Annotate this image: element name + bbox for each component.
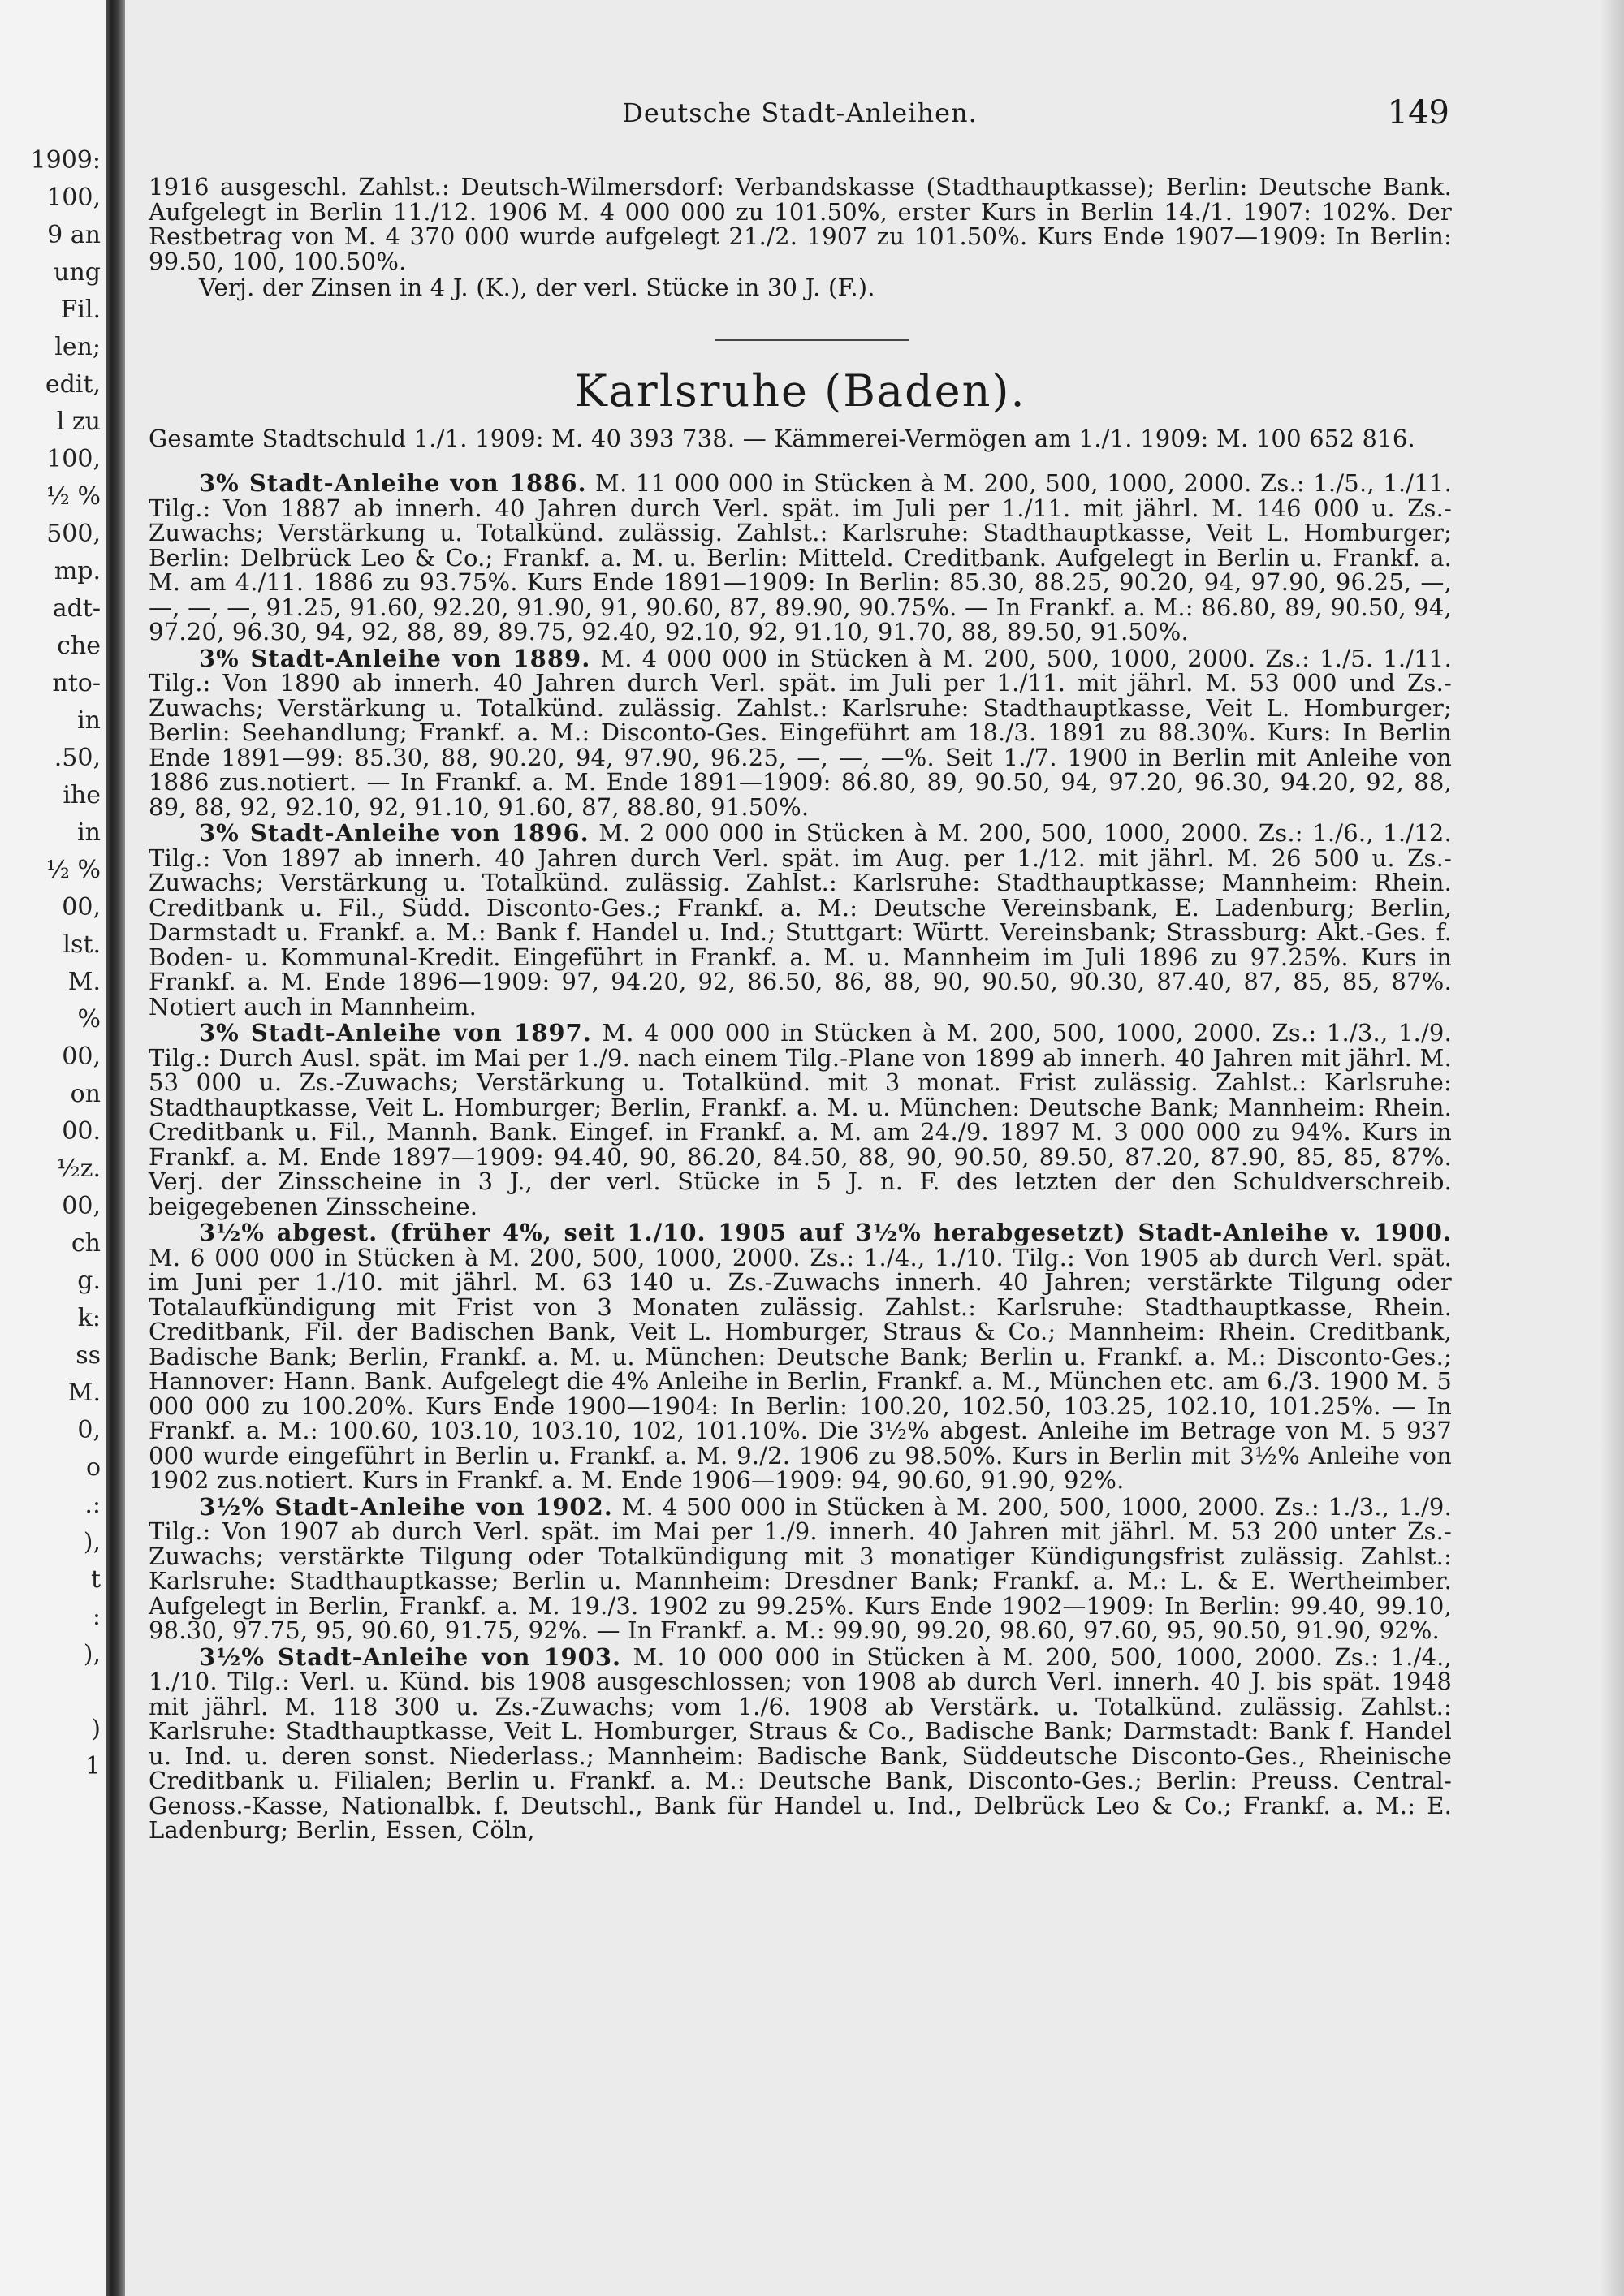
prev-page-fragment: ½ % bbox=[45, 482, 101, 511]
city-heading: Karlsruhe (Baden). bbox=[574, 365, 1026, 416]
prev-page-fragment: 100, bbox=[46, 445, 101, 473]
prev-page-fragment: g. bbox=[77, 1267, 101, 1295]
prev-page-fragment: l zu bbox=[56, 408, 101, 436]
prev-page-fragment: mp. bbox=[54, 557, 101, 585]
page-edge-shadow bbox=[1600, 0, 1624, 2296]
intro-paragraph: Verj. der Zinsen in 4 J. (K.), der verl. Stücke in 30 J. (F.). bbox=[199, 274, 875, 301]
loan-text: M. 6 000 000 in Stücken à M. 200, 500, 1000, 2000. Zs.: 1./4., 1./10. Tilg.: Von 1905 ab durch Verl. spät. im Juni per 1./10. mit jährl. M. 63 140 u. Zs.-Zuwachs innerh. 40 Jahren; verstärkte Tilgung oder Totalaufkündigung mit Frist von 3 Monaten zulässig. Zahlst.: Karlsruhe: Stadthauptkasse, Rhein. Creditbank, Fil. der Badischen Bank, Veit L. Homburger, Straus & Co.; Mannheim: Rhein. Creditbank, Badische Bank; Berlin, Frankf. a. M. u. München: Deutsche Bank; Berlin u. Frankf. a. M.: Disconto-Ges.; Hannover: Hann. Bank. Aufgelegt die 4% Anleihe in Berlin, Frankf. a. M., München etc. am 6./3. 1900 M. 5 000 000 zu 100.20%. Kurs Ende 1900—1904: In Berlin: 100.20, 102.50, 103.25, 102.10, 101.25%. — In Frankf. a. M.: 100.60, 103.10, 103.10, 102, 101.10%. Die 3½% abgest. Anleihe im Betrage von M. 5 937 000 wurde eingeführt in Berlin u. Frankf. a. M. 9./2. 1906 zu 98.50%. Kurs in Berlin mit 3½% Anleihe von 1902 zus.notiert. Kurs in Frankf. a. M. Ende 1906—1909: 94, 90.60, 91.90, 92%. bbox=[149, 1243, 1452, 1494]
prev-page-fragment: ss bbox=[76, 1341, 101, 1370]
prev-page-fragment: len; bbox=[54, 333, 101, 361]
prev-page-fragment: che bbox=[57, 632, 101, 660]
loan-entry bbox=[149, 821, 1452, 1019]
prev-page-fragment: nto- bbox=[52, 669, 101, 697]
running-title: Deutsche Stadt-Anleihen. bbox=[622, 97, 978, 128]
prev-page-fragment: 100, bbox=[46, 183, 101, 212]
section-divider bbox=[715, 339, 909, 341]
prev-page-fragment: 1909: bbox=[30, 146, 101, 175]
prev-page-fragment: ½ % bbox=[45, 856, 101, 884]
prev-page-fragment: ½z. bbox=[56, 1154, 101, 1183]
prev-page-fragment: 00. bbox=[62, 1117, 101, 1146]
prev-page-fragment: Fil. bbox=[60, 296, 101, 324]
loan-entry bbox=[149, 1021, 1452, 1219]
page-header bbox=[150, 94, 1449, 146]
prev-page-fragment: M. bbox=[67, 1379, 101, 1407]
prev-page-fragment: 9 an bbox=[47, 221, 101, 249]
loan-title: 3% Stadt-Anleihe von 1896. bbox=[199, 819, 590, 847]
prev-page-fragment: .50, bbox=[54, 744, 101, 772]
debt-summary bbox=[149, 426, 1452, 451]
loan-text: M. 2 000 000 in Stücken à M. 200, 500, 1000, 2000. Zs.: 1./6., 1./12. Tilg.: Von 1897 ab innerh. 40 Jahren durch Verl. spät. im Aug. per 1./12. mit jährl. M. 26 500 u. Zs.-Zuwachs; Verstärkung u. Totalkünd. zulässig. Zahlst.: Karlsruhe: Stadthauptkasse; Mannheim: Rhein. Creditbank u. Fil., Südd. Disconto-Ges.; Frankf. a. M.: Deutsche Vereinsbank, E. Ladenburg; Berlin, Darmstadt u. Frankf. a. M.: Bank f. Handel u. Ind.; Stuttgart: Württ. Vereinsbank; Strassburg: Akt.-Ges. f. Boden- u. Kommunal-Kredit. Eingeführt in Frankf. a. M. u. Mannheim im Juli 1896 zu 97.25%. Kurs in Frankf. a. M. Ende 1896—1909: 97, 94.20, 92, 86.50, 86, 88, 90, 90.50, 90.30, 87.40, 87, 85, 85, 87%. Notiert auch in Mannheim. bbox=[149, 819, 1452, 1021]
prev-page-fragment: 00, bbox=[62, 1042, 101, 1071]
prev-page-fragment: in bbox=[77, 818, 101, 847]
loan-title: 3½% Stadt-Anleihe von 1903. bbox=[199, 1642, 622, 1671]
prev-page-fragment: lst. bbox=[63, 930, 101, 959]
loan-text: M. 10 000 000 in Stücken à M. 200, 500, 1000, 2000. Zs.: 1./4., 1./10. Tilg.: Verl. u. Künd. bis 1908 ausgeschlossen; von 1908 ab durch Verl. innerh. 40 J. bis spät. 1948 mit jährl. M. 118 300 u. Zs.-Zuwachs; vom 1./6. 1908 ab Verstärk. u. Totalkünd. zulässig. Zahlst.: Karlsruhe: Stadthauptkasse, Veit L. Homburger, Straus & Co., Badische Bank; Darmstadt: Bank f. Handel u. Ind. u. deren sonst. Niederlass.; Mannheim: Badische Bank, Süddeutsche Disconto-Ges., Rheinische Creditbank u. Filialen; Berlin u. Frankf. a. M.: Deutsche Bank, Disconto-Ges.; Berlin: Preuss. Central-Genoss.-Kasse, Nationalbk. f. Deutschl., Bank für Handel u. Ind., Delbrück Leo & Co.; Frankf. a. M.: E. Ladenburg; Berlin, Essen, Cöln, bbox=[149, 1642, 1452, 1844]
prev-page-fragment: ihe bbox=[63, 781, 101, 809]
loan-text: M. 4 500 000 in Stücken à M. 200, 500, 1000, 2000. Zs.: 1./3., 1./9. Tilg.: Von 1907 ab durch Verl. spät. im Mai per 1./9. innerh. 40 Jahren mit jährl. M. 53 200 unter Zs.-Zuwachs; verstärkte Tilgung oder Totalkündigung mit 3 monatiger Kündigungsfrist zulässig. Zahlst.: Karlsruhe: Stadthauptkasse; Berlin u. Mannheim: Dresdner Bank; Frankf. a. M.: L. & E. Wertheimber. Aufgelegt in Berlin, Frankf. a. M. 19./3. 1902 zu 99.25%. Kurs Ende 1902—1909: In Berlin: 99.40, 99.10, 98.30, 97.75, 95, 90.60, 91.75, 92%. — In Frankf. a. M.: 99.90, 99.20, 98.60, 97.60, 95, 90.50, 91.90, 92%. bbox=[149, 1492, 1452, 1644]
loan-title: 3% Stadt-Anleihe von 1897. bbox=[199, 1019, 592, 1047]
prev-page-fragment: 0, bbox=[77, 1416, 101, 1444]
page-number: 149 bbox=[1387, 94, 1449, 132]
loan-title: 3½% abgest. (früher 4%, seit 1./10. 1905 auf 3½% herabgesetzt) Stadt-Anleihe v. 1900. bbox=[199, 1219, 1452, 1246]
prev-page-fragment: o bbox=[85, 1453, 101, 1482]
prev-page-fragment: ), bbox=[83, 1640, 101, 1668]
prev-page-fragment: 1 bbox=[84, 1752, 101, 1780]
prev-page-fragment: in bbox=[77, 706, 101, 735]
debt-line: Gesamte Stadtschuld 1./1. 1909: M. 40 393 738. — Kämmerei-Vermögen am 1./1. 1909: M. 100 652 816. bbox=[149, 425, 1415, 452]
prev-page-fragment: ch bbox=[71, 1229, 101, 1258]
previous-page-edge bbox=[0, 0, 106, 2296]
loan-text: M. 4 000 000 in Stücken à M. 200, 500, 1000, 2000. Zs.: 1./3., 1./9. Tilg.: Durch Ausl. spät. im Mai per 1./9. nach einem Tilg.-Plane von 1899 ab innerh. 40 Jahren mit jährl. M. 53 000 u. Zs.-Zuwachs; Verstärkung u. Totalkünd. mit 3 monat. Frist zulässig. Zahlst.: Karlsruhe: Stadthauptkasse, Veit L. Homburger; Berlin, Frankf. a. M. u. München: Deutsche Bank; Mannheim: Rhein. Creditbank u. Fil., Mannh. Bank. Eingef. in Frankf. a. M. am 24./9. 1897 M. 3 000 000 zu 94%. Kurs in Frankf. a. M. Ende 1897—1909: 94.40, 90, 86.20, 84.50, 88, 90, 90.50, 89.50, 87.20, 87.90, 85, 85, 87%. Verj. der Zinsscheine in 3 J., der verl. Stücke in 5 J. n. F. des letzten der den Schuldverschreib. beigegebenen Zinsscheine. bbox=[149, 1019, 1452, 1220]
prev-page-fragment: 500, bbox=[46, 520, 101, 548]
loan-entry bbox=[149, 1220, 1452, 1493]
loan-entry bbox=[149, 1642, 1452, 1844]
prev-page-fragment: 00, bbox=[62, 1192, 101, 1220]
prev-page-fragment: : bbox=[92, 1603, 101, 1631]
prev-page-fragment: M. bbox=[67, 968, 101, 996]
loan-entry bbox=[149, 1492, 1452, 1644]
book-gutter bbox=[106, 0, 125, 2296]
loan-title: 3½% Stadt-Anleihe von 1902. bbox=[199, 1492, 613, 1521]
continued-entry bbox=[149, 175, 1452, 300]
prev-page-fragment: edit, bbox=[45, 370, 101, 399]
prev-page-fragment: t bbox=[90, 1565, 101, 1594]
prev-page-fragment: on bbox=[70, 1080, 101, 1108]
prev-page-fragment: ), bbox=[83, 1528, 101, 1556]
intro-paragraph: 1916 ausgeschl. Zahlst.: Deutsch-Wilmersdorf: Verbandskasse (Stadthauptkasse); Berlin: Deutsche Bank. Aufgelegt in Berlin 11./12. 1906 M. 4 000 000 zu 101.50%, erster Kurs in Berlin 14./1. 1907: 102%. Der Restbetrag von M. 4 370 000 wurde aufgelegt 21./2. 1907 zu 101.50%. Kurs Ende 1907—1909: In Berlin: 99.50, 100, 100.50%. bbox=[149, 173, 1452, 275]
loan-entry bbox=[149, 471, 1452, 645]
loan-entry bbox=[149, 646, 1452, 820]
prev-page-fragment: adt- bbox=[52, 594, 101, 623]
loan-text: M. 4 000 000 in Stücken à M. 200, 500, 1000, 2000. Zs.: 1./5. 1./11. Tilg.: Von 1890 ab innerh. 40 Jahren durch Verl. spät. im Juli per 1./11. mit jährl. M. 53 000 und Zs.-Zuwachs; Verstärkung u. Totalkünd. zulässig. Zahlst.: Karlsruhe: Stadthauptkasse, Veit L. Homburger; Berlin: Seehandlung; Frankf. a. M.: Disconto-Ges. Eingeführt am 18./3. 1891 zu 88.30%. Kurs: In Berlin Ende 1891—99: 85.30, 88, 90.20, 94, 97.90, 96.25, —, —, —%. Seit 1./7. 1900 in Berlin mit Anleihe von 1886 zus.notiert. — In Frankf. a. M. Ende 1891—1909: 86.80, 89, 90.50, 94, 97.20, 96.30, 94.20, 92, 88, 89, 88, 92, 92.10, 92, 91.10, 91.60, 87, 88.80, 91.50%. bbox=[149, 644, 1452, 821]
prev-page-fragment: k: bbox=[77, 1304, 101, 1332]
prev-page-fragment: 00, bbox=[62, 893, 101, 921]
prev-page-fragment: ) bbox=[91, 1715, 101, 1743]
prev-page-fragment: ung bbox=[54, 258, 101, 287]
loan-text: M. 11 000 000 in Stücken à M. 200, 500, 1000, 2000. Zs.: 1./5., 1./11. Tilg.: Von 1887 ab innerh. 40 Jahren durch Verl. spät. im Juli per 1./11. mit jährl. M. 146 000 u. Zs.-Zuwachs; Verstärkung u. Totalkünd. zulässig. Zahlst.: Karlsruhe: Stadthauptkasse, Veit L. Homburger; Berlin: Delbrück Leo & Co.; Frankf. a. M. u. Berlin: Mitteld. Creditbank. Aufgelegt in Berlin u. Frankf. a. M. am 4./11. 1886 zu 93.75%. Kurs Ende 1891—1909: In Berlin: 85.30, 88.25, 90.20, 94, 97.90, 96.25, —, —, —, —, 91.25, 91.60, 92.20, 91.90, 91, 90.60, 87, 89.90, 90.75%. — In Frankf. a. M.: 86.80, 89, 90.50, 94, 97.20, 96.30, 94, 92, 88, 89, 89.75, 92.40, 92.10, 92, 91.10, 91.70, 88, 89.50, 91.50%. bbox=[149, 469, 1452, 645]
loan-title: 3% Stadt-Anleihe von 1886. bbox=[199, 469, 587, 497]
loan-entries bbox=[149, 471, 1452, 1843]
prev-page-fragment: .: bbox=[84, 1491, 101, 1519]
loan-title: 3% Stadt-Anleihe von 1889. bbox=[199, 644, 591, 672]
prev-page-fragment: % bbox=[77, 1005, 101, 1034]
